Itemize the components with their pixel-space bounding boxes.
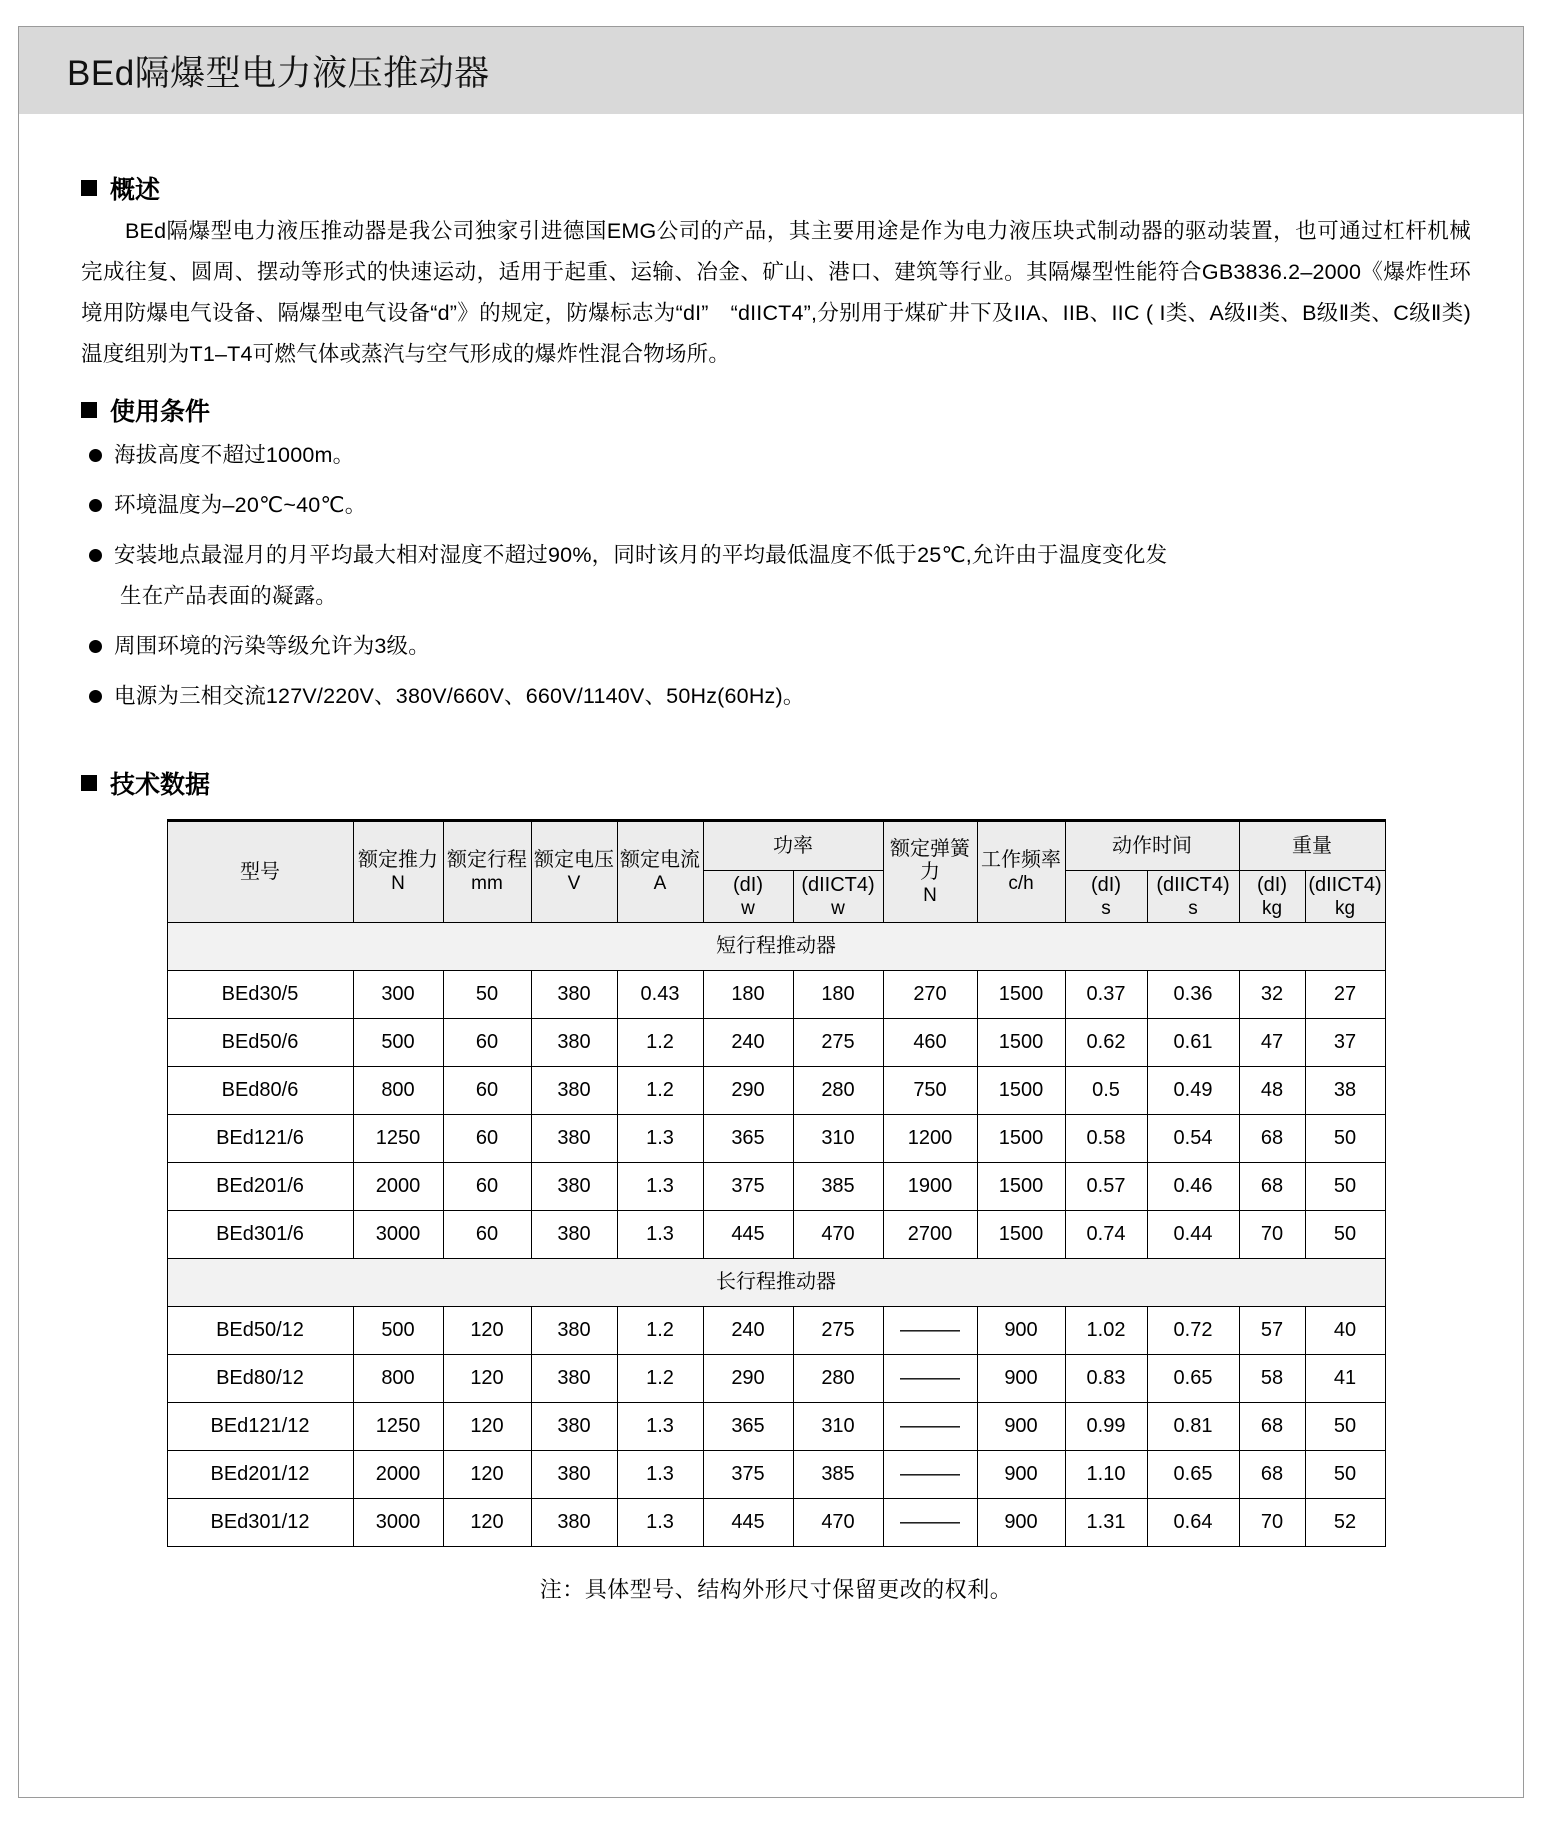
table-cell: 0.62 <box>1065 1019 1147 1067</box>
table-cell: 270 <box>883 971 977 1019</box>
condition-text: 周围环境的污染等级允许为3级。 <box>114 634 430 658</box>
condition-text-continued: 生在产品表面的凝露。 <box>120 584 338 608</box>
th-rated-voltage <box>531 821 617 923</box>
section-heading-conditions <box>81 392 1471 428</box>
table-cell: 120 <box>443 1499 531 1547</box>
table-cell: 460 <box>883 1019 977 1067</box>
table-cell: 1500 <box>977 971 1065 1019</box>
overview-paragraph <box>81 211 1471 375</box>
square-bullet-icon <box>81 402 97 418</box>
table-cell: 1500 <box>977 1067 1065 1115</box>
table-cell: 1.3 <box>617 1115 703 1163</box>
technical-data-table <box>167 819 1386 1547</box>
table-cell: 470 <box>793 1499 883 1547</box>
table-cell: 385 <box>793 1451 883 1499</box>
table-group-label: 短行程推动器 <box>167 923 1385 971</box>
table-cell: 290 <box>703 1355 793 1403</box>
table-row <box>167 1451 1385 1499</box>
table-cell: 50 <box>1305 1451 1385 1499</box>
table-cell: 0.81 <box>1147 1403 1239 1451</box>
table-cell: 1.3 <box>617 1403 703 1451</box>
table-cell: 500 <box>353 1307 443 1355</box>
section-heading-overview <box>81 170 1471 206</box>
overview-paragraph-text: BEd隔爆型电力液压推动器是我公司独家引进德国EMG公司的产品，其主要用途是作为电力液压块式制动器的驱动装置，也可通过杠杆机械完成往复、圆周、摆动等形式的快速运动，适用于起重、运输、冶金、矿山、港口、建筑等行业。其隔爆型性能符合GB3836.2–2000《爆炸性环境用防爆电气设备、隔爆型电气设备“d”》的规定，防爆标志为“dI” “dIICT4”,分别用于煤矿井下及IIA、IIB、IIC ( I类、A级II类、B级Ⅱ类、C级Ⅱ类)温度组别为T1–T4可燃气体或蒸汽与空气形成的爆炸性混合物场所。 <box>81 219 1471 366</box>
table-cell: 3000 <box>353 1211 443 1259</box>
table-cell: 48 <box>1239 1067 1305 1115</box>
table-cell: 0.72 <box>1147 1307 1239 1355</box>
list-item <box>81 626 1471 667</box>
table-cell: 900 <box>977 1403 1065 1451</box>
table-row <box>167 1355 1385 1403</box>
table-cell: 240 <box>703 1019 793 1067</box>
table-cell: 380 <box>531 1499 617 1547</box>
conditions-list <box>81 435 1471 717</box>
document-page <box>18 26 1524 1798</box>
th-rated-stroke <box>443 821 531 923</box>
round-bullet-icon <box>89 690 102 703</box>
technical-heading-label: 技术数据 <box>110 771 211 799</box>
table-cell: 380 <box>531 1019 617 1067</box>
table-cell: 120 <box>443 1403 531 1451</box>
table-cell-model: BEd121/6 <box>167 1115 353 1163</box>
table-cell: 1250 <box>353 1403 443 1451</box>
table-cell: 1.02 <box>1065 1307 1147 1355</box>
table-header-row-main <box>167 821 1385 871</box>
table-row <box>167 971 1385 1019</box>
page-content <box>19 170 1523 1604</box>
table-cell: 1.2 <box>617 1067 703 1115</box>
square-bullet-icon <box>81 775 97 791</box>
table-cell: 38 <box>1305 1067 1385 1115</box>
table-cell: 380 <box>531 1115 617 1163</box>
table-cell: 58 <box>1239 1355 1305 1403</box>
table-cell: 0.37 <box>1065 971 1147 1019</box>
table-cell: 1.2 <box>617 1019 703 1067</box>
th-rated-voltage-unit: V <box>567 873 581 894</box>
table-cell: 380 <box>531 1403 617 1451</box>
list-item <box>81 676 1471 717</box>
table-cell: 900 <box>977 1499 1065 1547</box>
th-model: 型号 <box>167 821 353 923</box>
condition-text: 安装地点最湿月的月平均最大相对湿度不超过90%，同时该月的平均最低温度不低于25℃,允许由于温度变化发 <box>114 543 1168 567</box>
th-action-dllct4-label: (dIICT4) <box>1156 873 1230 896</box>
condition-text: 海拔高度不超过1000m。 <box>114 443 355 467</box>
table-cell: 750 <box>883 1067 977 1115</box>
table-cell-model: BEd50/12 <box>167 1307 353 1355</box>
table-cell: 375 <box>703 1163 793 1211</box>
table-cell: 0.83 <box>1065 1355 1147 1403</box>
table-cell: 37 <box>1305 1019 1385 1067</box>
table-cell: 50 <box>1305 1115 1385 1163</box>
table-row <box>167 1403 1385 1451</box>
th-rated-current-unit: A <box>653 873 667 894</box>
table-cell: 50 <box>443 971 531 1019</box>
page-title: BEd隔爆型电力液压推动器 <box>67 53 490 93</box>
table-cell: 900 <box>977 1451 1065 1499</box>
table-cell: 380 <box>531 1163 617 1211</box>
th-rated-force-label: 额定推力 <box>358 849 438 871</box>
table-cell: 180 <box>793 971 883 1019</box>
th-weight-dl-label: (dI) <box>1257 873 1287 896</box>
table-cell: 800 <box>353 1067 443 1115</box>
table-cell: 0.65 <box>1147 1451 1239 1499</box>
table-cell: 0.57 <box>1065 1163 1147 1211</box>
table-cell: 40 <box>1305 1307 1385 1355</box>
table-cell: 500 <box>353 1019 443 1067</box>
table-cell: 52 <box>1305 1499 1385 1547</box>
table-cell: 0.54 <box>1147 1115 1239 1163</box>
th-frequency-label: 工作频率 <box>981 849 1061 871</box>
table-row <box>167 1067 1385 1115</box>
table-cell: 1500 <box>977 1019 1065 1067</box>
table-cell: 50 <box>1305 1211 1385 1259</box>
table-cell-model: BEd30/5 <box>167 971 353 1019</box>
table-cell: 60 <box>443 1067 531 1115</box>
th-rated-current-label: 额定电流 <box>620 849 700 871</box>
table-cell: 1.3 <box>617 1211 703 1259</box>
th-power-dl-unit: w <box>741 897 755 919</box>
th-spring-force-label: 额定弹簧力 <box>890 837 970 883</box>
table-cell: 32 <box>1239 971 1305 1019</box>
table-cell: ——— <box>883 1499 977 1547</box>
table-cell: 120 <box>443 1355 531 1403</box>
th-action-dl-unit: s <box>1101 897 1111 919</box>
list-item <box>81 485 1471 526</box>
table-cell: 41 <box>1305 1355 1385 1403</box>
table-cell: 0.43 <box>617 971 703 1019</box>
th-action-dllct4-unit: s <box>1188 897 1198 919</box>
table-cell: 1.10 <box>1065 1451 1147 1499</box>
round-bullet-icon <box>89 499 102 512</box>
th-action-dllct4 <box>1147 871 1239 923</box>
table-note: 注：具体型号、结构外形尺寸保留更改的权利。 <box>539 1577 1013 1602</box>
list-item <box>81 435 1471 476</box>
table-cell: ——— <box>883 1307 977 1355</box>
th-rated-force-unit: N <box>391 873 405 894</box>
th-rated-voltage-label: 额定电压 <box>534 849 614 871</box>
table-cell: 310 <box>793 1403 883 1451</box>
table-cell: 120 <box>443 1307 531 1355</box>
th-power-dllct4-unit: w <box>831 897 845 919</box>
table-cell: 1.2 <box>617 1355 703 1403</box>
table-cell: 2000 <box>353 1451 443 1499</box>
table-cell: 2700 <box>883 1211 977 1259</box>
th-rated-stroke-label: 额定行程 <box>447 849 527 871</box>
table-cell: 47 <box>1239 1019 1305 1067</box>
th-rated-force <box>353 821 443 923</box>
th-spring-force <box>883 821 977 923</box>
table-cell: 0.58 <box>1065 1115 1147 1163</box>
table-cell: 0.36 <box>1147 971 1239 1019</box>
table-cell: 275 <box>793 1019 883 1067</box>
table-group-row <box>167 923 1385 971</box>
table-cell: 1500 <box>977 1163 1065 1211</box>
table-cell: 275 <box>793 1307 883 1355</box>
table-cell: 1500 <box>977 1115 1065 1163</box>
table-cell: 57 <box>1239 1307 1305 1355</box>
table-cell: 70 <box>1239 1211 1305 1259</box>
table-cell: 290 <box>703 1067 793 1115</box>
table-cell: 1500 <box>977 1211 1065 1259</box>
table-cell: 380 <box>531 1067 617 1115</box>
table-body <box>167 923 1385 1547</box>
condition-text: 环境温度为–20℃~40℃。 <box>114 493 367 517</box>
table-cell: 68 <box>1239 1451 1305 1499</box>
table-cell: 68 <box>1239 1403 1305 1451</box>
table-cell: ——— <box>883 1451 977 1499</box>
table-cell: 0.44 <box>1147 1211 1239 1259</box>
table-group-label: 长行程推动器 <box>167 1259 1385 1307</box>
th-power-dllct4 <box>793 871 883 923</box>
th-weight-dllct4-label: (dIICT4) <box>1308 873 1382 896</box>
spec-table-wrapper <box>81 819 1471 1547</box>
round-bullet-icon <box>89 549 102 562</box>
table-cell: 3000 <box>353 1499 443 1547</box>
table-cell: 365 <box>703 1403 793 1451</box>
square-bullet-icon <box>81 180 97 196</box>
table-cell-model: BEd80/12 <box>167 1355 353 1403</box>
table-cell: 900 <box>977 1307 1065 1355</box>
table-cell: 375 <box>703 1451 793 1499</box>
th-rated-current <box>617 821 703 923</box>
list-item <box>81 535 1471 617</box>
th-weight-dl <box>1239 871 1305 923</box>
table-cell: 380 <box>531 1307 617 1355</box>
table-cell: 1.3 <box>617 1163 703 1211</box>
condition-text-block <box>114 535 1471 617</box>
th-spring-force-unit: N <box>923 884 937 906</box>
table-cell: 1200 <box>883 1115 977 1163</box>
table-cell: 380 <box>531 1451 617 1499</box>
table-cell: 50 <box>1305 1163 1385 1211</box>
table-cell: 380 <box>531 1211 617 1259</box>
table-cell-model: BEd201/12 <box>167 1451 353 1499</box>
table-cell: 445 <box>703 1499 793 1547</box>
table-cell: 0.99 <box>1065 1403 1147 1451</box>
table-row <box>167 1499 1385 1547</box>
table-cell: 68 <box>1239 1163 1305 1211</box>
th-weight-dllct4 <box>1305 871 1385 923</box>
overview-heading-label: 概述 <box>110 176 161 204</box>
table-cell: 68 <box>1239 1115 1305 1163</box>
table-cell: 180 <box>703 971 793 1019</box>
table-cell-model: BEd301/12 <box>167 1499 353 1547</box>
table-cell: ——— <box>883 1403 977 1451</box>
condition-text: 电源为三相交流127V/220V、380V/660V、660V/1140V、50Hz(60Hz)。 <box>114 684 805 708</box>
table-cell: 280 <box>793 1067 883 1115</box>
table-cell: 60 <box>443 1019 531 1067</box>
table-cell: 1.2 <box>617 1307 703 1355</box>
table-cell-model: BEd121/12 <box>167 1403 353 1451</box>
th-action-dl <box>1065 871 1147 923</box>
table-cell: 445 <box>703 1211 793 1259</box>
th-power-dl <box>703 871 793 923</box>
table-cell: 0.74 <box>1065 1211 1147 1259</box>
table-cell: 27 <box>1305 971 1385 1019</box>
table-cell: 1.31 <box>1065 1499 1147 1547</box>
table-cell: 60 <box>443 1115 531 1163</box>
th-power-dl-label: (dI) <box>733 873 763 896</box>
conditions-heading-label: 使用条件 <box>110 398 211 426</box>
table-cell-model: BEd50/6 <box>167 1019 353 1067</box>
table-cell-model: BEd201/6 <box>167 1163 353 1211</box>
th-rated-stroke-unit: mm <box>471 873 503 894</box>
th-weight-group: 重量 <box>1239 821 1385 871</box>
table-cell-model: BEd80/6 <box>167 1067 353 1115</box>
table-cell: 1900 <box>883 1163 977 1211</box>
table-cell: 2000 <box>353 1163 443 1211</box>
table-cell: 0.61 <box>1147 1019 1239 1067</box>
table-cell: 1.3 <box>617 1499 703 1547</box>
th-action-time-group: 动作时间 <box>1065 821 1239 871</box>
th-action-dl-label: (dI) <box>1091 873 1121 896</box>
table-cell: 0.65 <box>1147 1355 1239 1403</box>
table-cell: 470 <box>793 1211 883 1259</box>
table-cell: 365 <box>703 1115 793 1163</box>
table-group-row <box>167 1259 1385 1307</box>
table-cell: 120 <box>443 1451 531 1499</box>
table-cell: 50 <box>1305 1403 1385 1451</box>
table-cell: 240 <box>703 1307 793 1355</box>
table-cell: 900 <box>977 1355 1065 1403</box>
table-cell: 0.49 <box>1147 1067 1239 1115</box>
table-cell: ——— <box>883 1355 977 1403</box>
table-cell: 0.46 <box>1147 1163 1239 1211</box>
table-cell: 380 <box>531 971 617 1019</box>
th-frequency <box>977 821 1065 923</box>
table-cell: 1.3 <box>617 1451 703 1499</box>
table-cell: 800 <box>353 1355 443 1403</box>
section-heading-technical <box>81 765 1471 801</box>
table-cell: 70 <box>1239 1499 1305 1547</box>
table-cell: 300 <box>353 971 443 1019</box>
table-cell: 60 <box>443 1211 531 1259</box>
th-power-dllct4-label: (dIICT4) <box>801 873 875 896</box>
table-cell: 310 <box>793 1115 883 1163</box>
page-header <box>19 27 1523 114</box>
table-row <box>167 1163 1385 1211</box>
table-cell: 380 <box>531 1355 617 1403</box>
table-row <box>167 1307 1385 1355</box>
table-row <box>167 1211 1385 1259</box>
table-cell: 60 <box>443 1163 531 1211</box>
table-cell-model: BEd301/6 <box>167 1211 353 1259</box>
table-cell: 0.64 <box>1147 1499 1239 1547</box>
th-weight-dllct4-unit: kg <box>1334 897 1356 919</box>
table-cell: 0.5 <box>1065 1067 1147 1115</box>
table-cell: 280 <box>793 1355 883 1403</box>
table-cell: 1250 <box>353 1115 443 1163</box>
round-bullet-icon <box>89 640 102 653</box>
table-row <box>167 1019 1385 1067</box>
th-power-group: 功率 <box>703 821 883 871</box>
th-frequency-unit: c/h <box>1008 873 1034 894</box>
table-row <box>167 1115 1385 1163</box>
table-head <box>167 821 1385 923</box>
th-weight-dl-unit: kg <box>1261 897 1283 919</box>
round-bullet-icon <box>89 449 102 462</box>
table-cell: 385 <box>793 1163 883 1211</box>
